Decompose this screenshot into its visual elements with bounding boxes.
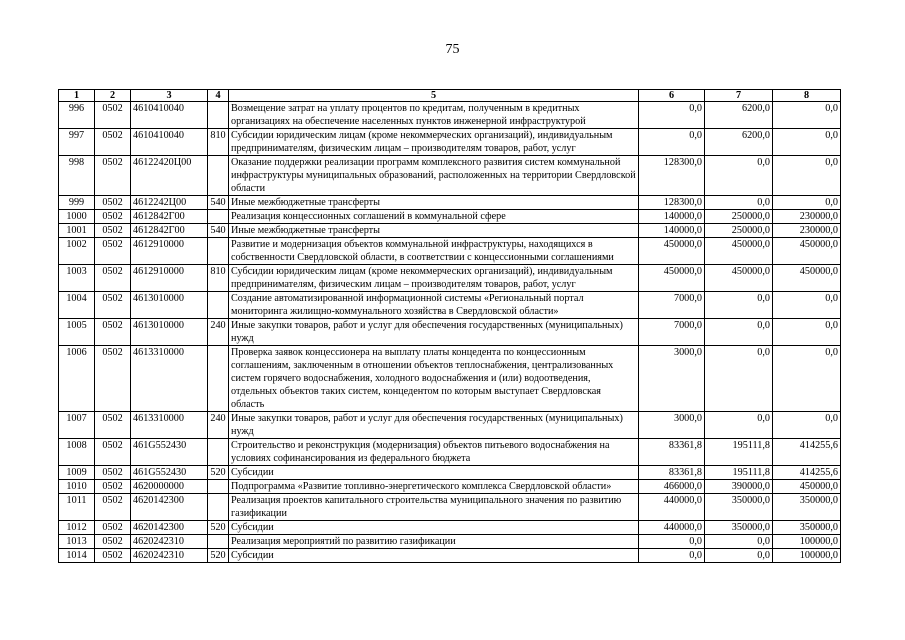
section-code: 0502 (95, 480, 131, 494)
expense-type-code: 240 (208, 412, 229, 439)
item-name: Иные закупки товаров, работ и услуг для обеспечения государственных (муниципальных) нужд (229, 319, 639, 346)
amount-col-7: 250000,0 (705, 224, 773, 238)
row-number: 1011 (59, 494, 95, 521)
target-article-code: 4613010000 (131, 319, 208, 346)
section-code: 0502 (95, 549, 131, 563)
target-article-code: 4613310000 (131, 412, 208, 439)
amount-col-8: 0,0 (773, 196, 841, 210)
amount-col-6: 128300,0 (639, 156, 705, 196)
amount-col-7: 0,0 (705, 535, 773, 549)
target-article-code: 461G552430 (131, 439, 208, 466)
row-number: 1008 (59, 439, 95, 466)
row-number: 1003 (59, 265, 95, 292)
amount-col-7: 6200,0 (705, 102, 773, 129)
amount-col-6: 83361,8 (639, 466, 705, 480)
table-row (59, 494, 841, 521)
row-number: 1004 (59, 292, 95, 319)
amount-col-6: 440000,0 (639, 521, 705, 535)
section-code: 0502 (95, 319, 131, 346)
table-row (59, 319, 841, 346)
target-article-code: 4620142300 (131, 494, 208, 521)
expense-type-code (208, 292, 229, 319)
expense-type-code (208, 439, 229, 466)
amount-col-8: 350000,0 (773, 521, 841, 535)
section-code: 0502 (95, 466, 131, 480)
section-code: 0502 (95, 265, 131, 292)
amount-col-8: 414255,6 (773, 439, 841, 466)
expense-type-code (208, 494, 229, 521)
expense-type-code (208, 156, 229, 196)
target-article-code: 4620242310 (131, 549, 208, 563)
amount-col-8: 414255,6 (773, 466, 841, 480)
amount-col-6: 0,0 (639, 535, 705, 549)
table-row (59, 521, 841, 535)
amount-col-8: 230000,0 (773, 224, 841, 238)
amount-col-6: 128300,0 (639, 196, 705, 210)
item-name: Реализация проектов капитального строительства муниципального значения по развитию газификации (229, 494, 639, 521)
amount-col-7: 0,0 (705, 346, 773, 412)
section-code: 0502 (95, 439, 131, 466)
column-header: 6 (639, 90, 705, 102)
section-code: 0502 (95, 292, 131, 319)
item-name: Проверка заявок концессионера на выплату платы концедента по концессионным соглашениям, заключенным в отношении объектов теплоснабжения, централизованных систем горячего водоснабжения, холодного водоснабжения и (или) водоотведения, отдельных объектов таких систем, концедентом по которым выступает Свердловская область (229, 346, 639, 412)
table-row (59, 346, 841, 412)
item-name: Субсидии (229, 549, 639, 563)
amount-col-8: 0,0 (773, 156, 841, 196)
amount-col-7: 195111,8 (705, 439, 773, 466)
row-number: 998 (59, 156, 95, 196)
table-row (59, 549, 841, 563)
row-number: 1012 (59, 521, 95, 535)
amount-col-8: 0,0 (773, 346, 841, 412)
target-article-code: 4612910000 (131, 265, 208, 292)
amount-col-6: 450000,0 (639, 265, 705, 292)
item-name: Реализация мероприятий по развитию газификации (229, 535, 639, 549)
section-code: 0502 (95, 494, 131, 521)
column-header: 1 (59, 90, 95, 102)
row-number: 1005 (59, 319, 95, 346)
table-row (59, 156, 841, 196)
amount-col-6: 0,0 (639, 549, 705, 563)
amount-col-8: 0,0 (773, 319, 841, 346)
expense-type-code: 520 (208, 466, 229, 480)
amount-col-6: 466000,0 (639, 480, 705, 494)
amount-col-6: 140000,0 (639, 210, 705, 224)
table-row (59, 129, 841, 156)
section-code: 0502 (95, 346, 131, 412)
expense-type-code: 240 (208, 319, 229, 346)
item-name: Иные межбюджетные трансферты (229, 196, 639, 210)
amount-col-8: 450000,0 (773, 480, 841, 494)
column-header: 8 (773, 90, 841, 102)
row-number: 996 (59, 102, 95, 129)
section-code: 0502 (95, 412, 131, 439)
row-number: 999 (59, 196, 95, 210)
amount-col-8: 0,0 (773, 102, 841, 129)
item-name: Субсидии (229, 521, 639, 535)
budget-table (58, 89, 841, 563)
target-article-code: 4612910000 (131, 238, 208, 265)
amount-col-8: 450000,0 (773, 265, 841, 292)
amount-col-6: 0,0 (639, 102, 705, 129)
table-row (59, 265, 841, 292)
amount-col-6: 83361,8 (639, 439, 705, 466)
section-code: 0502 (95, 224, 131, 238)
target-article-code: 4620242310 (131, 535, 208, 549)
amount-col-7: 390000,0 (705, 480, 773, 494)
amount-col-6: 7000,0 (639, 292, 705, 319)
row-number: 1014 (59, 549, 95, 563)
table-row (59, 466, 841, 480)
target-article-code: 4613310000 (131, 346, 208, 412)
amount-col-7: 350000,0 (705, 521, 773, 535)
amount-col-8: 350000,0 (773, 494, 841, 521)
expense-type-code (208, 102, 229, 129)
expense-type-code (208, 480, 229, 494)
amount-col-6: 7000,0 (639, 319, 705, 346)
section-code: 0502 (95, 535, 131, 549)
table-row (59, 238, 841, 265)
expense-type-code: 520 (208, 521, 229, 535)
row-number: 997 (59, 129, 95, 156)
section-code: 0502 (95, 210, 131, 224)
amount-col-8: 230000,0 (773, 210, 841, 224)
item-name: Возмещение затрат на уплату процентов по кредитам, полученным в кредитных организациях на обеспечение населенных пунктов инженерной инфраструктурой (229, 102, 639, 129)
item-name: Субсидии юридическим лицам (кроме некоммерческих организаций), индивидуальным предпринимателям, физическим лицам – производителям товаров, работ, услуг (229, 129, 639, 156)
item-name: Оказание поддержки реализации программ комплексного развития систем коммунальной инфраструктуры муниципальных образований, расположенных на территории Свердловской области (229, 156, 639, 196)
expense-type-code: 810 (208, 129, 229, 156)
item-name: Иные закупки товаров, работ и услуг для обеспечения государственных (муниципальных) нужд (229, 412, 639, 439)
table-row (59, 412, 841, 439)
amount-col-7: 0,0 (705, 156, 773, 196)
row-number: 1013 (59, 535, 95, 549)
amount-col-6: 450000,0 (639, 238, 705, 265)
amount-col-8: 450000,0 (773, 238, 841, 265)
column-header: 4 (208, 90, 229, 102)
expense-type-code (208, 346, 229, 412)
table-row (59, 196, 841, 210)
item-name: Создание автоматизированной информационной системы «Региональный портал мониторинга жилищно-коммунального хозяйства в Свердловской области» (229, 292, 639, 319)
column-header: 2 (95, 90, 131, 102)
section-code: 0502 (95, 521, 131, 535)
row-number: 1007 (59, 412, 95, 439)
section-code: 0502 (95, 156, 131, 196)
target-article-code: 4613010000 (131, 292, 208, 319)
row-number: 1009 (59, 466, 95, 480)
amount-col-6: 3000,0 (639, 412, 705, 439)
target-article-code: 46122420Ц00 (131, 156, 208, 196)
item-name: Строительство и реконструкция (модернизация) объектов питьевого водоснабжения на условиях софинансирования из федерального бюджета (229, 439, 639, 466)
row-number: 1010 (59, 480, 95, 494)
item-name: Субсидии юридическим лицам (кроме некоммерческих организаций), индивидуальным предпринимателям, физическим лицам – производителям товаров, работ, услуг (229, 265, 639, 292)
section-code: 0502 (95, 129, 131, 156)
item-name: Реализация концессионных соглашений в коммунальной сфере (229, 210, 639, 224)
table-row (59, 224, 841, 238)
target-article-code: 4610410040 (131, 102, 208, 129)
section-code: 0502 (95, 196, 131, 210)
amount-col-6: 140000,0 (639, 224, 705, 238)
column-header: 5 (229, 90, 639, 102)
target-article-code: 4612242Ц00 (131, 196, 208, 210)
page-number: 75 (445, 42, 460, 57)
amount-col-7: 6200,0 (705, 129, 773, 156)
amount-col-8: 0,0 (773, 129, 841, 156)
row-number: 1006 (59, 346, 95, 412)
target-article-code: 4612842Г00 (131, 224, 208, 238)
row-number: 1001 (59, 224, 95, 238)
row-number: 1002 (59, 238, 95, 265)
expense-type-code (208, 210, 229, 224)
amount-col-8: 0,0 (773, 412, 841, 439)
expense-type-code (208, 535, 229, 549)
item-name: Подпрограмма «Развитие топливно-энергетического комплекса Свердловской области» (229, 480, 639, 494)
section-code: 0502 (95, 102, 131, 129)
item-name: Иные межбюджетные трансферты (229, 224, 639, 238)
expense-type-code: 810 (208, 265, 229, 292)
expense-type-code: 520 (208, 549, 229, 563)
amount-col-8: 0,0 (773, 292, 841, 319)
table-row (59, 292, 841, 319)
target-article-code: 461G552430 (131, 466, 208, 480)
amount-col-6: 3000,0 (639, 346, 705, 412)
item-name: Развитие и модернизация объектов коммунальной инфраструктуры, находящихся в собственности Свердловской области, в соответствии с концессионными соглашениями (229, 238, 639, 265)
amount-col-6: 0,0 (639, 129, 705, 156)
amount-col-7: 195111,8 (705, 466, 773, 480)
amount-col-6: 440000,0 (639, 494, 705, 521)
amount-col-7: 250000,0 (705, 210, 773, 224)
amount-col-8: 100000,0 (773, 535, 841, 549)
amount-col-7: 0,0 (705, 412, 773, 439)
section-code: 0502 (95, 238, 131, 265)
expense-type-code: 540 (208, 196, 229, 210)
amount-col-7: 0,0 (705, 196, 773, 210)
target-article-code: 4620000000 (131, 480, 208, 494)
amount-col-7: 450000,0 (705, 238, 773, 265)
amount-col-7: 0,0 (705, 319, 773, 346)
target-article-code: 4612842Г00 (131, 210, 208, 224)
column-header: 3 (131, 90, 208, 102)
table-row (59, 102, 841, 129)
amount-col-8: 100000,0 (773, 549, 841, 563)
table-row (59, 210, 841, 224)
expense-type-code: 540 (208, 224, 229, 238)
target-article-code: 4620142300 (131, 521, 208, 535)
table-row (59, 480, 841, 494)
expense-type-code (208, 238, 229, 265)
item-name: Субсидии (229, 466, 639, 480)
amount-col-7: 0,0 (705, 292, 773, 319)
table-row (59, 439, 841, 466)
amount-col-7: 0,0 (705, 549, 773, 563)
target-article-code: 4610410040 (131, 129, 208, 156)
amount-col-7: 450000,0 (705, 265, 773, 292)
column-header: 7 (705, 90, 773, 102)
amount-col-7: 350000,0 (705, 494, 773, 521)
table-row (59, 535, 841, 549)
header-row (59, 90, 841, 102)
row-number: 1000 (59, 210, 95, 224)
